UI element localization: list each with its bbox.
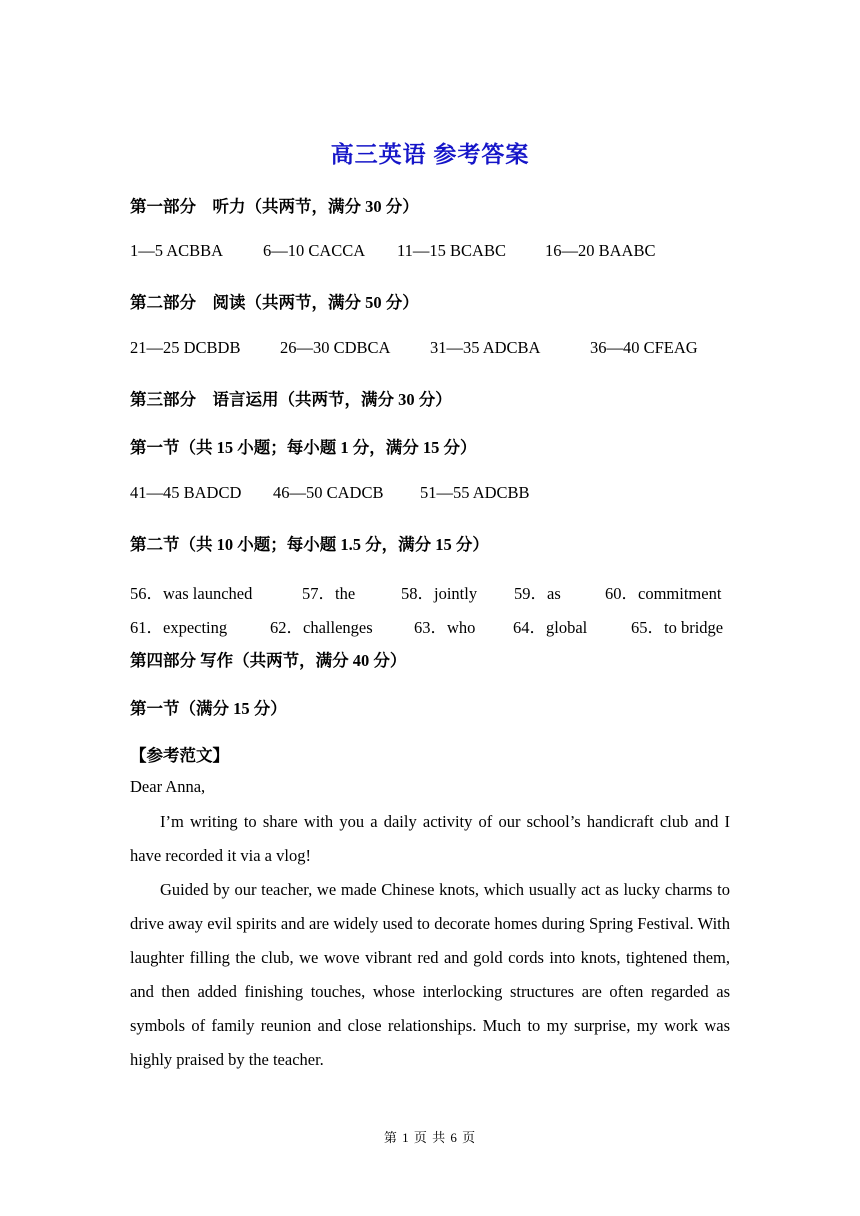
answer-item: 58．jointly <box>401 584 478 603</box>
greeting-text: Dear Anna, <box>130 777 206 796</box>
answer-item: 60．commitment <box>605 584 722 603</box>
answer-group: 46—50 CADCB <box>273 483 384 502</box>
answer-group: 36—40 CFEAG <box>590 338 698 357</box>
part3-heading: 第三部分 语言运用（共两节，满分 30 分） <box>130 390 452 409</box>
answer-group: 51—55 ADCBB <box>420 483 530 502</box>
page-footer: 第 1 页 共 6 页 <box>383 1130 477 1145</box>
answer-item: 62．challenges <box>270 618 373 637</box>
answer-item: 57．the <box>302 584 356 603</box>
part4-heading: 第四部分 写作（共两节，满分 40 分） <box>130 651 407 670</box>
answer-item: 65．to bridge <box>631 618 724 637</box>
answer-item: 64．global <box>513 618 588 637</box>
letter-paragraph-1: I’m writing to share with you a daily activity of our school’s handicraft club and I have recorded it via a vlog! <box>130 812 730 865</box>
answer-group: 21—25 DCBDB <box>130 338 241 357</box>
answer-group: 6—10 CACCA <box>263 241 366 260</box>
answer-group: 1—5 ACBBA <box>130 241 224 260</box>
part3-section1-heading: 第一节（共 15 小题；每小题 1 分，满分 15 分） <box>130 438 477 457</box>
part4-section1-heading: 第一节（满分 15 分） <box>130 699 287 718</box>
answer-group: 11—15 BCABC <box>397 241 506 260</box>
answer-item: 63．who <box>414 618 476 637</box>
answer-group: 26—30 CDBCA <box>280 338 391 357</box>
answer-group: 16—20 BAABC <box>545 241 656 260</box>
answer-item: 59．as <box>514 584 561 603</box>
part3-section2-heading: 第二节（共 10 小题；每小题 1.5 分，满分 15 分） <box>130 535 489 554</box>
part2-heading: 第二部分 阅读（共两节，满分 50 分） <box>130 293 419 312</box>
page-title: 高三英语 参考答案 <box>330 142 530 167</box>
letter-paragraph-2: Guided by our teacher, we made Chinese knots, which usually act as lucky charms to drive away evil spirits and are widely used to decorate homes during Spring Festival. With laughter filling the club, we wove vibrant red and gold cords into knots, tightened them, and then added finishing touches, whose interlocking structures are often regarded as symbols of family reunion and close relationships. Much to my surprise, my work was highly praised by the teacher. <box>130 880 730 1069</box>
answer-group: 41—45 BADCD <box>130 483 242 502</box>
answer-group: 31—35 ADCBA <box>430 338 541 357</box>
sample-label: 【参考范文】 <box>130 746 229 765</box>
answer-item: 56．was launched <box>130 584 253 603</box>
answer-item: 61．expecting <box>130 618 228 637</box>
part1-heading: 第一部分 听力（共两节，满分 30 分） <box>130 197 419 216</box>
